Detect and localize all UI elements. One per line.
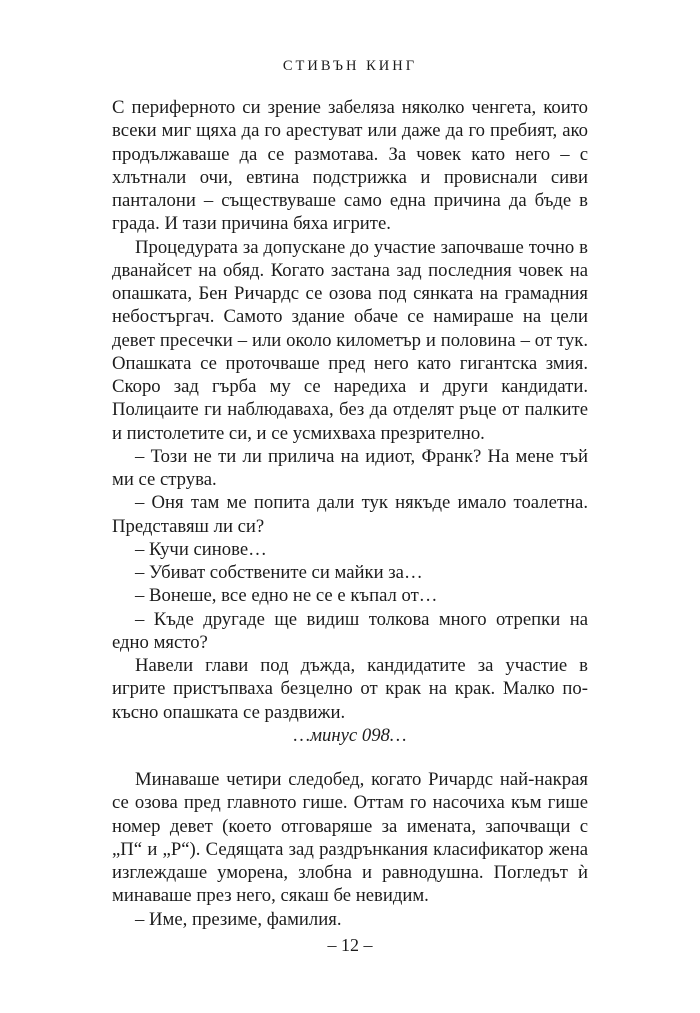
section-heading: …минус 098…: [293, 725, 407, 746]
page-number: – 12 –: [327, 935, 373, 955]
text-block-section-two: [112, 768, 588, 931]
paragraph: Навели глави под дъжда, кандидатите за участие в игрите пристъпваха безцелно от крак на крак. Малко по-късно опашката се раздвижи.: [112, 655, 588, 723]
dialogue-line: – Къде другаде ще видиш толкова много отрепки на едно място?: [112, 608, 588, 653]
dialogue-line: – Име, презиме, фамилия.: [135, 908, 342, 930]
dialogue-line: – Вонеше, все едно не се е къпал от…: [135, 585, 438, 607]
paragraph: Минаваше четири следобед, когато Ричардс най-накрая се озова пред главното гише. Оттам го насочиха към гише номер девет (което отговаряше за имената, започващи с „П“ и „Р“). Седящата зад раздрънкания класификатор жена изглеждаше уморена, злобна и равнодушна. Погледът ѝ минаваше през него, сякаш бе невидим.: [112, 769, 588, 907]
paragraph: Процедурата за допускане до участие започваше точно в дванайсет на обяд. Когато застана зад последния човек на опашката, Бен Ричардс се озова под сянката на грамадния небостъргач. Самото здание обаче се намираше на цели девет пресечки – или около километър и половина – от тук. Опашката се проточваше пред него като гигантска змия. Скоро зад гърба му се наредиха и други кандидати. Полицаите ги наблюдаваха, без да отделят ръце от палките и пистолетите си, и се усмихваха презрително.: [112, 236, 588, 444]
paragraph: С периферното си зрение забеляза няколко ченгета, които всеки миг щяха да го арестуват или даже да го пребият, ако продължаваше да се размотава. За човек като него – с хлътнали очи, евтина подстрижка и провиснали сиви панталони – съществуваше само една причина да бъде в града. И тази причина бяха игрите.: [112, 97, 588, 235]
text-block-section-one: [112, 96, 588, 724]
running-header: СТИВЪН КИНГ: [282, 58, 418, 74]
dialogue-line: – Кучи синове…: [135, 538, 267, 560]
dialogue-line: – Този не ти ли прилича на идиот, Франк? На мене тъй ми се струва.: [112, 445, 588, 490]
dialogue-line: – Убиват собствените си майки за…: [135, 562, 423, 583]
dialogue-line: – Оня там ме попита дали тук някъде имало тоалетна. Представяш ли си?: [112, 492, 588, 537]
